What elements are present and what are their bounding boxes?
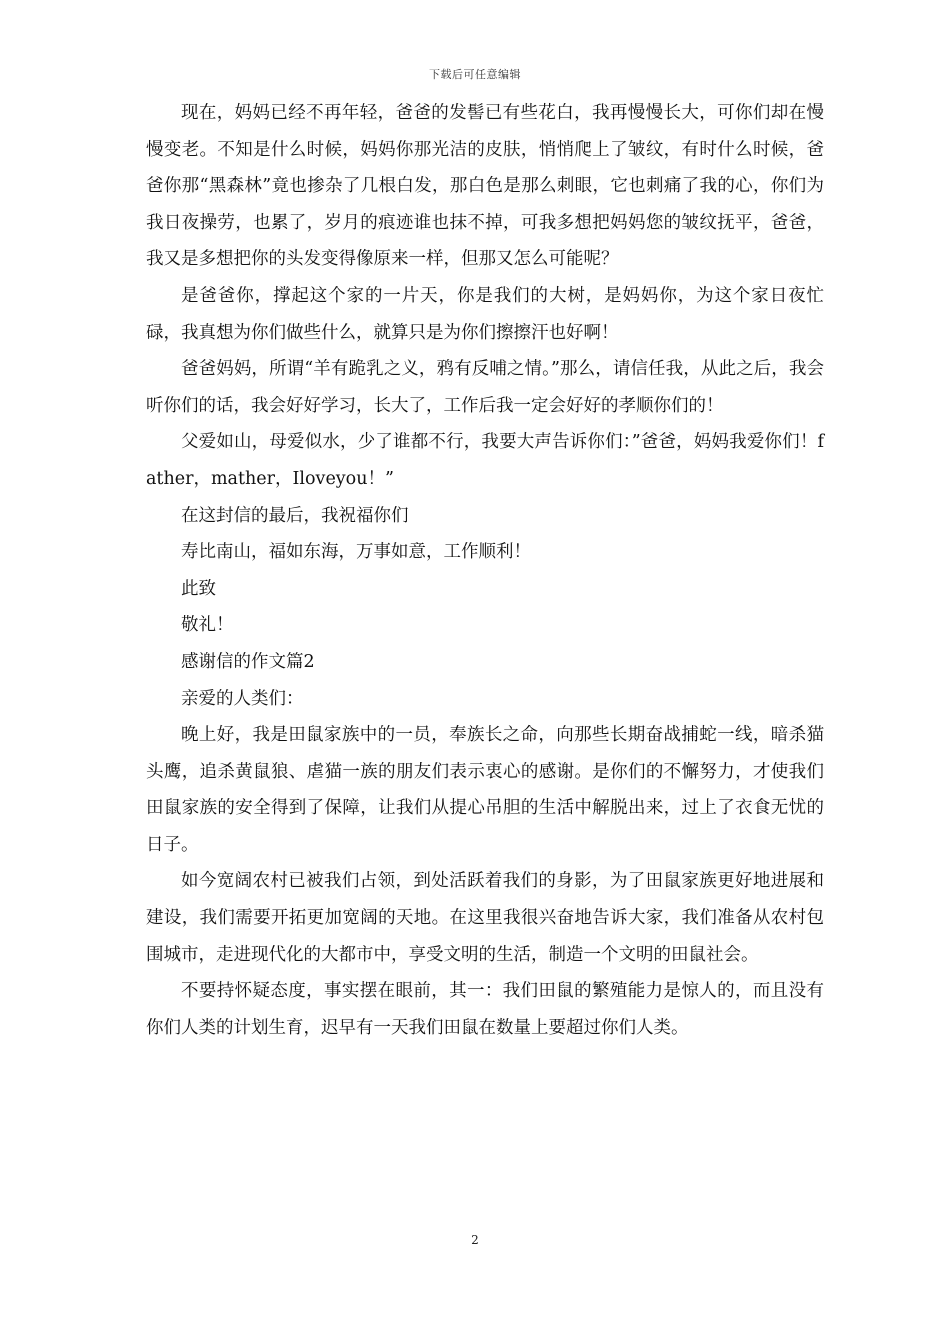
- blessing-intro: 在这封信的最后，我祝福你们: [181, 505, 409, 526]
- closing-regards: 敬礼！: [181, 615, 234, 636]
- paragraph: 现在，妈妈已经不再年轻，爸爸的发髻已有些花白，我再慢慢长大，可你们却在慢慢变老。不知是什么时候，妈妈你那光洁的皮肤，悄悄爬上了皱纹，有时什么时候，爸爸你那“黑森林”竟也掺杂了几根白发，那白色是那么刺眼，它也刺痛了我的心，你们为我日夜操劳，也累了，岁月的痕迹谁也抹不掉，可我多想把妈妈您的皱纹抚平，爸爸，我又是多想把你的头发变得像原来一样，但那又怎么可能呢？: [146, 103, 824, 270]
- paragraph: 父爱如山，母爱似水，少了谁都不行，我要大声告诉你们：”爸爸，妈妈我爱你们！father，mather，Iloveyou！”: [146, 432, 824, 489]
- paragraph: 如今宽阔农村已被我们占领，到处活跃着我们的身影，为了田鼠家族更好地进展和建设，我们需要开拓更加宽阔的天地。在这里我很兴奋地告诉大家，我们准备从农村包围城市，走进现代化的大都市中，享受文明的生活，制造一个文明的田鼠社会。: [146, 871, 824, 965]
- closing-salutation: 此致: [181, 578, 216, 599]
- blessing-line: 寿比南山，福如东海，万事如意，工作顺利！: [181, 542, 531, 563]
- page-number: 2: [471, 1233, 479, 1247]
- paragraph: 不要持怀疑态度，事实摆在眼前，其一：我们田鼠的繁殖能力是惊人的，而且没有你们人类的计划生育，迟早有一天我们田鼠在数量上要超过你们人类。: [146, 981, 824, 1038]
- paragraph: 是爸爸你，撑起这个家的一片天，你是我们的大树，是妈妈你，为这个家日夜忙碌，我真想为你们做些什么，就算只是为你们擦擦汗也好啊！: [146, 285, 824, 343]
- paragraph: 晚上好，我是田鼠家族中的一员，奉族长之命，向那些长期奋战捕蛇一线，暗杀猫头鹰，追杀黄鼠狼、虐猫一族的朋友们表示衷心的感谢。是你们的不懈努力，才使我们田鼠家族的安全得到了保障，让我们从提心吊胆的生活中解脱出来，过上了衣食无忧的日子。: [146, 725, 824, 855]
- page-header: 下载后可任意编辑: [429, 68, 521, 81]
- document-body: [146, 95, 824, 1046]
- letter-greeting: 亲爱的人类们：: [181, 688, 304, 709]
- paragraph: 爸爸妈妈，所谓“羊有跪乳之义，鸦有反哺之情。”那么，请信任我，从此之后，我会听你们的话，我会好好学习，长大了，工作后我一定会好好的孝顺你们的！: [146, 359, 824, 416]
- section-title: 感谢信的作文篇2: [181, 651, 315, 672]
